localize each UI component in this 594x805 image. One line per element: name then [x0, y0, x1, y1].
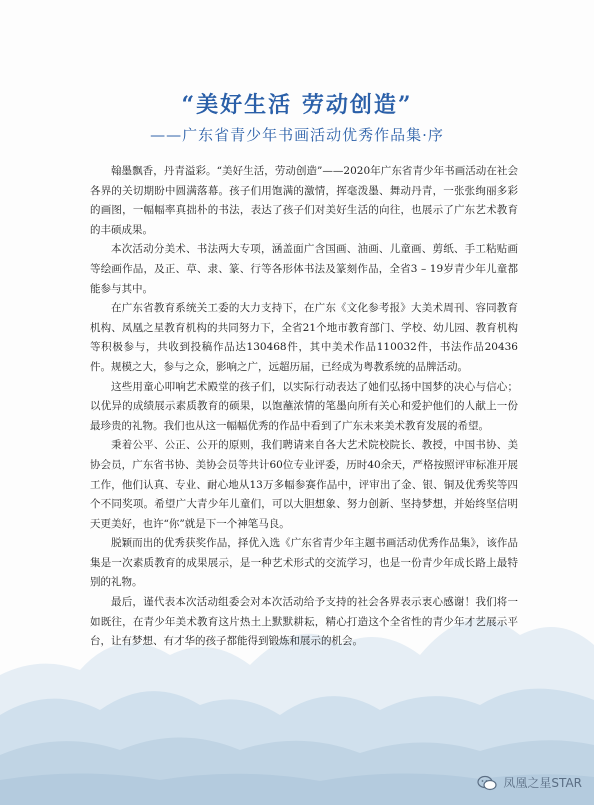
wechat-icon [477, 775, 497, 791]
paragraph: 翰墨飘香，丹青溢彩。“美好生活，劳动创造”——2020年广东省青少年书画活动在社会各界的关切期盼中圆满落幕。孩子们用饱满的激情，挥毫泼墨、舞动丹青，一张张绚丽多彩的画图，一幅幅率真拙朴的书法，表达了孩子们对美好生活的向往，也展示了广东艺术教育的丰硕成果。 [90, 165, 518, 236]
watermark-label: 凤凰之星STAR [503, 776, 582, 790]
preface-body [90, 162, 518, 652]
paragraph: 最后，谨代表本次活动组委会对本次活动给予支持的社会各界表示衷心感谢！我们将一如既往，在青少年美术教育这片热土上默默耕耘，精心打造这个全省性的青少年才艺展示平台，让有梦想、有才华的孩子都能得到锻炼和展示的机会。 [90, 596, 518, 648]
document-subtitle: ——广东省青少年书画活动优秀作品集·序 [150, 126, 444, 144]
document-title: “美好生活 劳动创造” [181, 92, 413, 118]
watermark [477, 774, 582, 791]
paragraph: 在广东省教育系统关工委的大力支持下，在广东《文化参考报》大美术周刊、容同教育机构、凤凰之星教育机构的共同努力下，全省21个地市教育部门、学校、幼儿园、教育机构等积极参与，共收到投稿作品达130468件，其中美术作品110032件，书法作品20436件。规模之大，参与之众，影响之广，远超历届，已经成为粤教系统的品牌活动。 [90, 302, 518, 373]
paragraph: 秉着公平、公正、公开的原则，我们聘请来自各大艺术院校院长、教授，中国书协、美协会员，广东省书协、美协会员等共计60位专业评委，历时40余天，严格按照评审标准开展工作，他们认真、专业、耐心地从13万多幅参赛作品中，评审出了金、银、铜及优秀奖等四个不同奖项。希望广大青少年儿童们，可以大胆想象、努力创新、坚持梦想，并始终坚信明天更美好，也许“你”就是下一个神笔马良。 [90, 439, 518, 530]
paragraph: 本次活动分美术、书法两大专项，涵盖面广含国画、油画、儿童画、剪纸、手工粘贴画等绘画作品，及正、草、隶、篆、行等各形体书法及篆刻作品，全省3 – 19岁青少年儿童都能参与其中。 [90, 243, 518, 295]
paragraph: 脱颖而出的优秀获奖作品，择优入选《广东省青少年主题书画活动优秀作品集》，该作品集是一次素质教育的成果展示，是一种艺术形式的交流学习，也是一份青少年成长路上最特别的礼物。 [90, 537, 518, 589]
paragraph: 这些用童心叩响艺术殿堂的孩子们，以实际行动表达了她们弘扬中国梦的决心与信心；以优异的成绩展示素质教育的硕果，以饱蘸浓情的笔墨向所有关心和爱护他们的人献上一份最珍贵的礼物。我们也从这一幅幅优秀的作品中看到了广东未来美术教育发展的希望。 [90, 380, 518, 432]
